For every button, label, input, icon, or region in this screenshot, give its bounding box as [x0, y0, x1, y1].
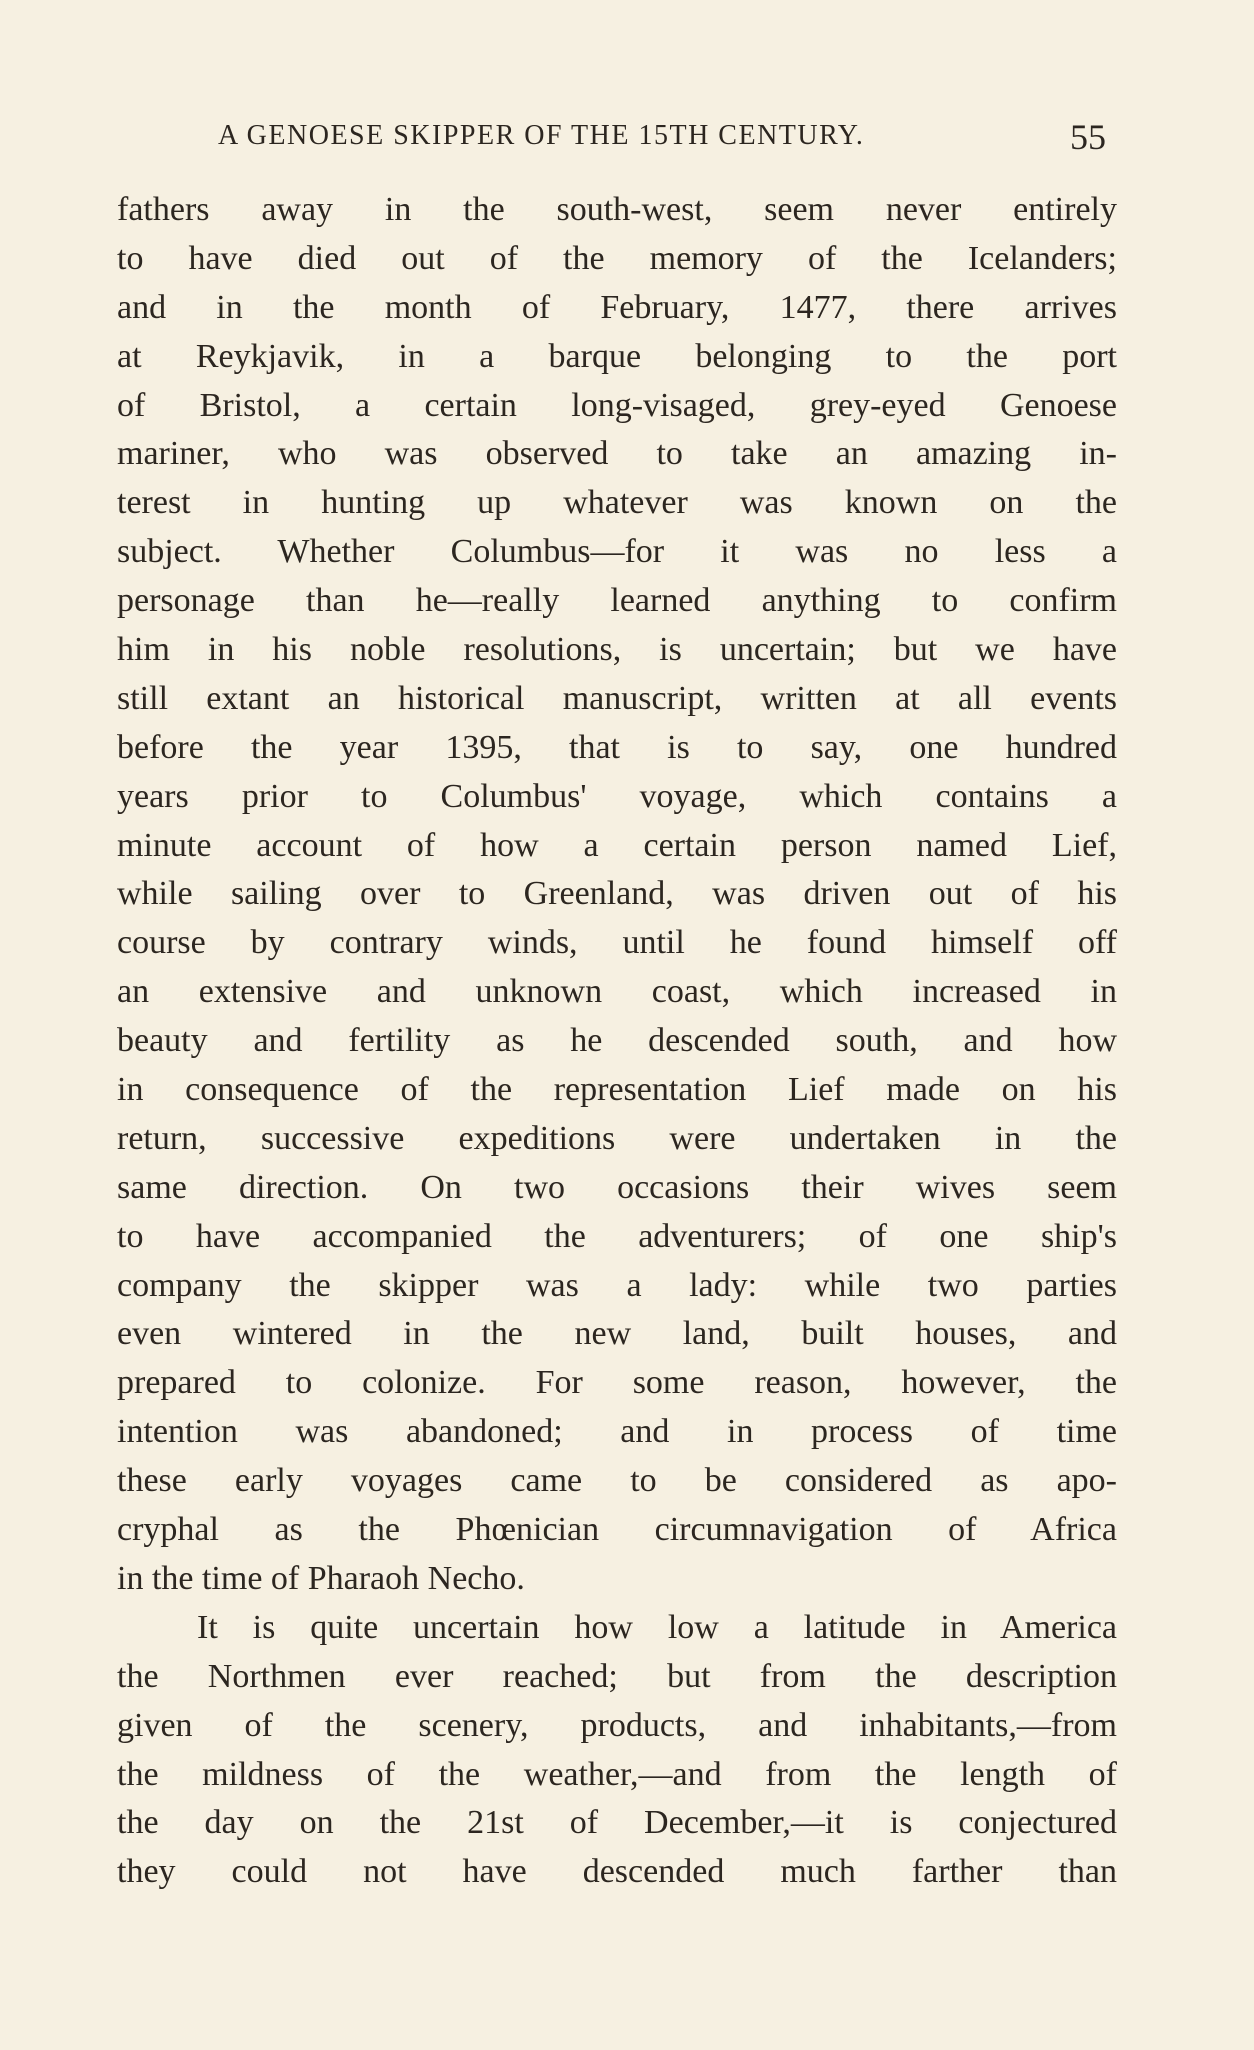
text-line: even wintered in the new land, built houses, and: [117, 1315, 1117, 1353]
text-line: course by contrary winds, until he found himself off: [117, 924, 1117, 962]
text-line: the Northmen ever reached; but from the description: [117, 1657, 1117, 1695]
running-head: [118, 116, 1118, 164]
text-line: prepared to colonize. For some reason, however, the: [117, 1364, 1117, 1402]
text-line: given of the scenery, products, and inhabitants,—from: [117, 1706, 1117, 1744]
text-line: the day on the 21st of December,—it is conjectured: [117, 1804, 1117, 1842]
text-line: It is quite uncertain how low a latitude in America: [197, 1608, 1117, 1646]
text-line: of Bristol, a certain long-visaged, grey-eyed Genoese: [117, 386, 1117, 424]
body-text: [117, 186, 1117, 1897]
text-line: years prior to Columbus' voyage, which contains a: [117, 777, 1117, 815]
text-line: company the skipper was a lady: while two parties: [117, 1266, 1117, 1304]
text-line: while sailing over to Greenland, was driven out of his: [117, 875, 1117, 913]
text-line: fathers away in the south-west, seem never entirely: [117, 191, 1117, 228]
text-line: they could not have descended much farther than: [117, 1853, 1117, 1891]
text-line: to have died out of the memory of the Icelanders;: [117, 239, 1117, 277]
text-line: an extensive and unknown coast, which increased in: [117, 973, 1117, 1011]
running-title: A GENOESE SKIPPER OF THE 15TH CENTURY.: [218, 120, 865, 151]
text-line: return, successive expeditions were undertaken in the: [117, 1119, 1117, 1157]
text-line: these early voyages came to be considered as apo-: [117, 1462, 1117, 1500]
text-line: the mildness of the weather,—and from the length of: [117, 1755, 1117, 1793]
text-line: him in his noble resolutions, is uncertain; but we have: [117, 631, 1117, 669]
text-line: before the year 1395, that is to say, one hundred: [117, 728, 1117, 766]
text-line: in consequence of the representation Lief made on his: [117, 1071, 1117, 1109]
text-line: minute account of how a certain person named Lief,: [117, 826, 1117, 864]
text-line: in the time of Pharaoh Necho.: [117, 1559, 525, 1597]
page-number: 55: [1070, 117, 1106, 157]
text-line: and in the month of February, 1477, there arrives: [117, 288, 1117, 326]
text-line: beauty and fertility as he descended south, and how: [117, 1022, 1117, 1060]
text-line: personage than he—really learned anything to confirm: [117, 582, 1117, 620]
text-line: same direction. On two occasions their wives seem: [117, 1168, 1117, 1206]
text-line: terest in hunting up whatever was known on the: [117, 484, 1117, 522]
text-line: to have accompanied the adventurers; of one ship's: [117, 1217, 1117, 1255]
text-line: mariner, who was observed to take an amazing in-: [117, 435, 1117, 473]
text-line: still extant an historical manuscript, written at all events: [117, 679, 1117, 717]
text-line: intention was abandoned; and in process of time: [117, 1413, 1117, 1451]
text-line: at Reykjavik, in a barque belonging to the port: [117, 337, 1117, 375]
text-line: subject. Whether Columbus—for it was no less a: [117, 533, 1117, 571]
text-line: cryphal as the Phœnician circumnavigation of Africa: [117, 1511, 1117, 1549]
